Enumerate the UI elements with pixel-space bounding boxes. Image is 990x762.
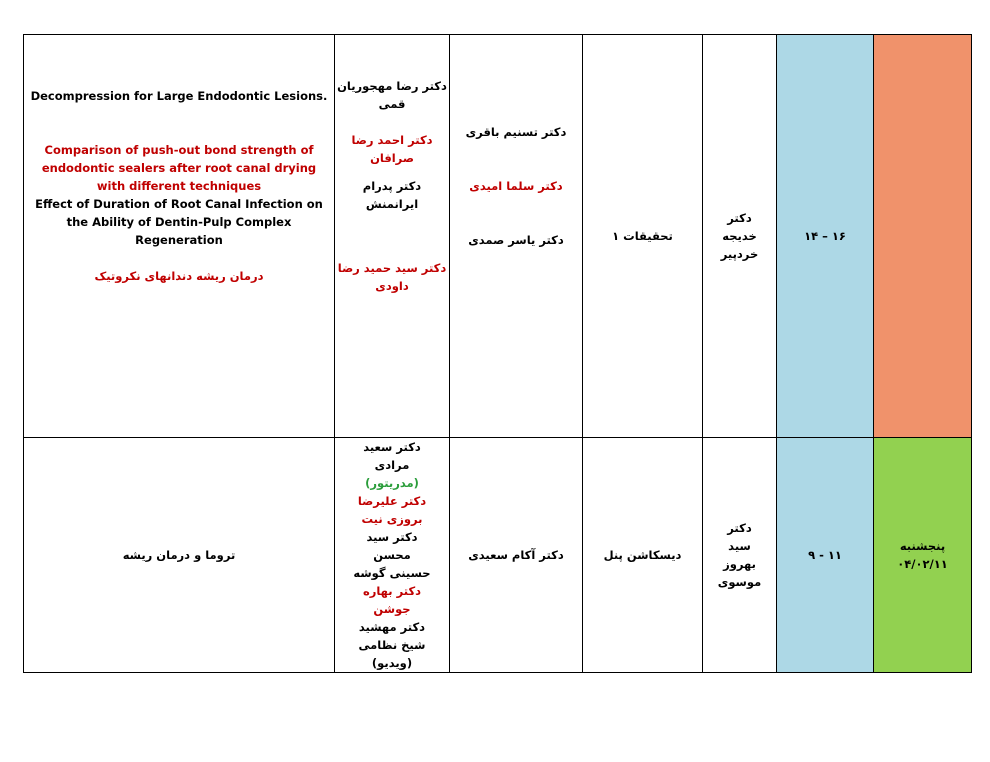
presenter-1: دکتر سعید مرادی [363,440,421,472]
topic-cell [24,438,335,673]
session-type-cell [583,438,703,673]
moderator-cell [703,35,777,438]
panel-member-3: دکتر یاسر صمدی [468,233,564,247]
presenter-3: دکتر پدرام ایرانمنش [362,179,422,211]
moderator-name: دکتر سید بهروز موسوی [717,521,762,589]
topic-1: Decompression for Large Endodontic Lesions. [30,89,328,103]
presenter-cell [335,438,450,673]
panel-member-2: دکتر سلما امیدی [469,179,563,193]
schedule-table [23,34,972,673]
presenter-4: دکتر سید حمید رضا داودی [337,261,447,293]
time-cell [777,438,874,673]
panel-cell [450,438,583,673]
presenter-note: (ویدیو) [371,656,413,670]
topic-3: Effect of Duration of Root Canal Infection on the Ability of Dentin-Pulp Complex Regeneration [35,197,323,247]
topic: تروما و درمان ریشه [122,548,236,562]
date-label: پنجشنبه ۰۴/۰۲/۱۱ [897,539,948,571]
session-type-cell [583,35,703,438]
time-range: ۱۶ – ۱۴ [804,229,846,243]
topic-cell [24,35,335,438]
moderator-cell [703,438,777,673]
table-row [24,438,972,673]
table-row [24,35,972,438]
panel-cell [450,35,583,438]
presenter-5: دکتر مهشید شیخ نظامی [358,620,426,652]
session-type: تحقیقات ۱ [612,229,673,243]
presenter-2: دکتر احمد رضا صرافان [351,133,433,165]
presenter-cell [335,35,450,438]
moderator-name: دکتر خدیجه خردپیر [720,211,759,261]
topic-2: Comparison of push-out bond strength of endodontic sealers after root canal drying with different techniques [41,143,317,193]
presenter-1: دکتر رضا مهجوریان قمی [337,79,447,111]
panel-member-1: دکتر تسنیم باقری [465,125,567,139]
time-cell [777,35,874,438]
panel-member-1: دکتر آکام سعیدی [468,548,564,562]
presenter-3: دکتر سید محسن حسینی گوشه [353,530,431,580]
time-range: ۱۱ - ۹ [808,548,842,562]
presenter-role: (مدریتور) [365,476,419,490]
presenter-4: دکتر بهاره جوشن [362,584,422,616]
topic-4: درمان ریشه دندانهای نکروتیک [94,269,264,283]
date-cell [874,35,972,438]
presenter-2: دکتر علیرضا بروزی نیت [357,494,427,526]
session-type: دیسکاشن پنل [603,548,682,562]
date-cell [874,438,972,673]
